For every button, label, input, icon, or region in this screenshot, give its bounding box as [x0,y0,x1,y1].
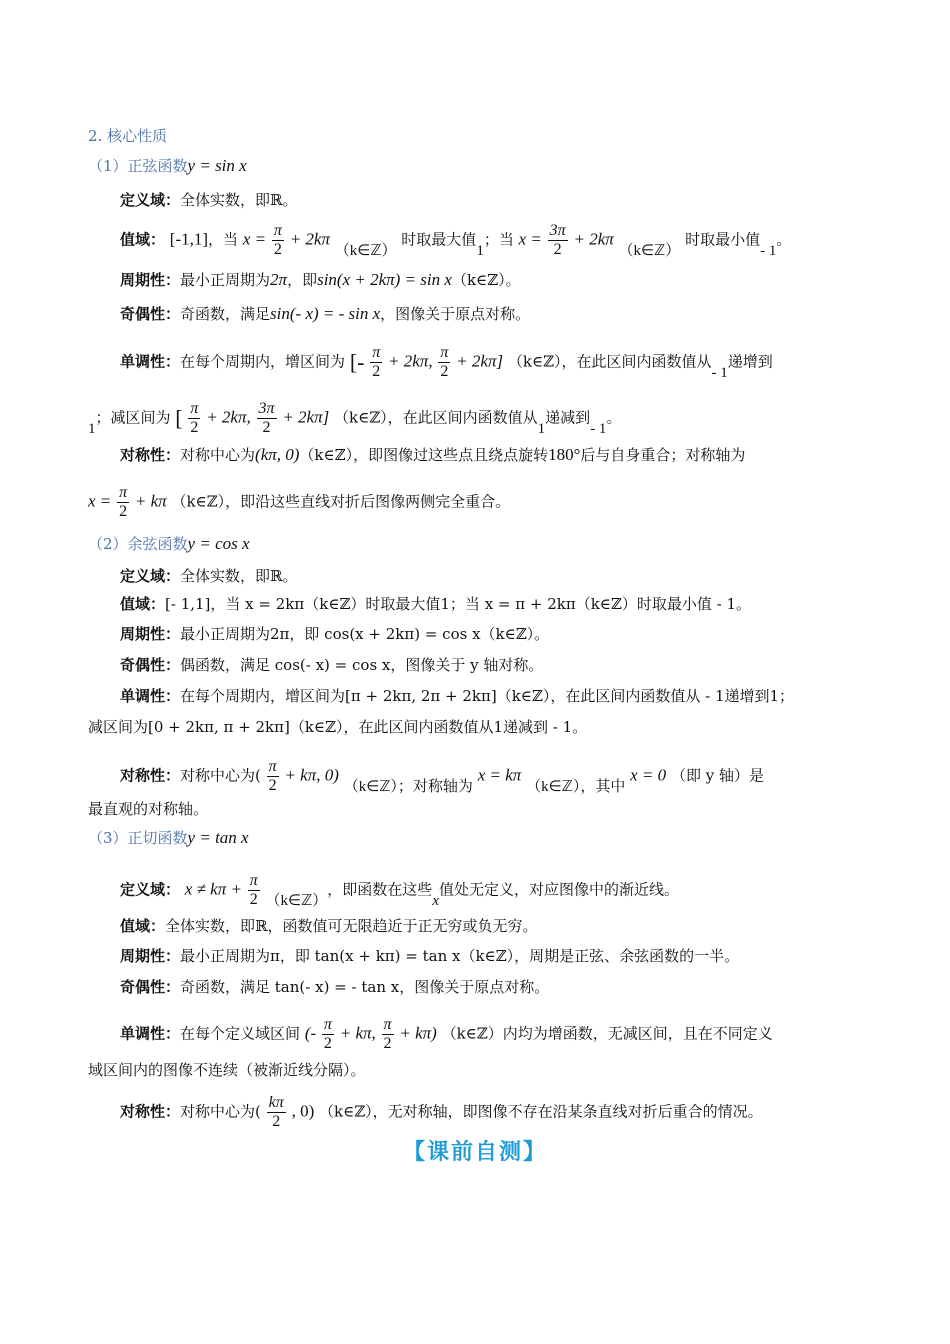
sin-range-2kpi-1: + 2kπ [289,229,330,249]
sin-period-text-2: ，即 [287,271,318,289]
fraction-3pi-over-2 [548,222,568,259]
fraction-pi-over-2 [117,484,129,521]
sin-mono-end: 。 [606,408,622,427]
frac-den: 2 [440,363,449,380]
sin-mono-inc-close: + 2kπ] [456,351,504,371]
sin-range-end: 。 [776,230,792,249]
tan-mono-text-3: 域区间内的图像不连续（被渐近线分隔）。 [88,1061,366,1079]
cos-period-label: 周期性： [120,625,181,643]
sin-range-2kpi-2: + 2kπ [573,229,614,249]
fraction-pi-over-2 [272,222,284,259]
cos-period-text: 最小正周期为2π，即 cos(x + 2kπ) = cos x（k∈ℤ）。 [180,625,550,643]
frac-num: π [273,222,282,239]
sin-period-k: （k∈ℤ）。 [451,271,521,289]
sin-heading [88,154,247,178]
tan-mono-text-1: 在每个定义域区间 [180,1024,301,1043]
sin-range-line [120,222,791,263]
tan-mono-line-2 [88,1058,366,1082]
tan-range-label: 值域： [120,917,166,935]
tan-period-label: 周期性： [120,947,181,965]
fraction-kpi-over-2 [267,1094,286,1131]
fraction-pi-over-2 [438,344,450,381]
tan-parity-text: 奇函数，满足 tan(- x) = - tan x，图像关于原点对称。 [180,978,550,996]
sin-range-min: - 1 [760,242,777,259]
sin-sym-text-1: 对称中心为 [180,446,256,464]
sin-mono-dec-mid: + 2kπ, [206,407,251,427]
tan-mono-open: (- [304,1023,317,1043]
cos-sym-axis: x = kπ [477,765,522,785]
cos-heading [88,532,250,556]
cos-period-line [120,622,549,646]
frac-num: π [383,1016,392,1033]
cos-parity-label: 奇偶性： [120,656,181,674]
tan-mono-line-1 [120,1016,773,1053]
frac-den: 2 [262,419,271,436]
frac-den: 2 [323,1035,332,1052]
sin-range-text-3: ；当 [483,230,514,249]
frac-den: 2 [273,241,282,258]
frac-den: 2 [268,777,277,794]
tan-sym-text-2: （k∈ℤ），无对称轴，即图像不存在沿某条直线对折后重合的情况。 [319,1102,763,1121]
frac-num: 3π [258,400,275,417]
sin-sym-axis-kpi: + kπ [134,491,167,511]
tan-heading [88,826,249,850]
frac-den: 2 [119,503,128,520]
sin-range-label: 值域： [120,230,166,249]
sin-domain-line [120,188,297,212]
cos-range-line [120,592,751,616]
sin-sym-label: 对称性： [120,446,181,464]
sin-period-label: 周期性： [120,271,181,289]
sin-mono-inc-open: [- [349,349,365,375]
fraction-pi-over-2 [322,1016,334,1053]
tan-domain-text-2: 值处无定义，对应图像中的渐近线。 [438,880,679,899]
sin-mono-from-2: 1 [537,420,546,437]
cos-title: （2）余弦函数 [88,535,188,553]
frac-den: 2 [553,241,562,258]
sin-mono-text-5: （k∈ℤ），在此区间内函数值从 [334,408,538,427]
sin-mono-to-2: - 1 [590,420,607,437]
sin-range-max: 1 [476,242,484,259]
frac-num: 3π [549,222,566,239]
cos-sym-text-1: 对称中心为( [180,766,261,785]
tan-period-line [120,944,739,968]
frac-num: π [268,758,277,775]
sin-period-line [120,268,521,292]
tan-domain-label: 定义域： [120,880,181,899]
cos-parity-line [120,653,543,677]
fraction-pi-over-2 [267,758,279,795]
tan-period-text: 最小正周期为π，即 tan(x + kπ) = tan x（k∈ℤ），周期是正弦、余弦函数的一半。 [180,947,740,965]
cos-mono-line-2 [88,715,587,739]
tan-range-line [120,914,537,938]
tan-sym-label: 对称性： [120,1102,181,1121]
tan-mono-label: 单调性： [120,1024,181,1043]
tan-sym-center: , 0) [291,1101,315,1121]
sin-parity-equation: sin(- x) = - sin x [270,304,381,323]
sin-mono-text-4: ；减区间为 [95,408,171,427]
tan-domain-x: x [432,892,439,909]
sin-parity-line [120,302,530,326]
cos-func: y = cos x [187,534,250,553]
fraction-pi-over-2 [370,344,382,381]
sin-func: y = sin x [187,156,247,175]
frac-den: 2 [372,363,381,380]
sin-period-text-1: 最小正周期为 [180,271,271,289]
frac-num: π [249,872,258,889]
tan-domain-text-1: ，即函数在这些 [327,880,433,899]
sin-mono-to-1: 1 [88,420,96,437]
cos-mono-line-1 [120,684,794,708]
cos-range-text: [- 1,1]，当 x = 2kπ（k∈ℤ）时取最大值1；当 x = π + 2kπ（k∈ℤ）时取最小值 - 1。 [165,595,751,613]
tan-func: y = tan x [187,828,249,847]
cos-sym-text-3: （k∈ℤ），其中 [526,778,626,795]
cos-mono-text-2: 减区间为[0 + 2kπ, π + 2kπ]（k∈ℤ），在此区间内函数值从1递减到 - 1。 [88,718,588,736]
tan-mono-mid: + kπ, [339,1023,376,1043]
sin-mono-dec-close: + 2kπ] [282,407,330,427]
frac-den: 2 [383,1035,392,1052]
tan-mono-close: + kπ) [399,1023,437,1043]
sin-mono-from-1: - 1 [711,364,728,381]
sin-mono-dec-open: [ [175,405,183,431]
frac-num: π [119,484,128,501]
cos-range-label: 值域： [120,595,166,613]
frac-den: 2 [272,1113,281,1130]
cos-domain-label: 定义域： [120,567,181,585]
sin-sym-line-2 [88,484,510,521]
sin-mono-text-6: 递减到 [545,408,591,427]
sin-domain-label: 定义域： [120,191,181,209]
fraction-pi-over-2 [188,400,200,437]
cos-mono-label: 单调性： [120,687,181,705]
sin-sym-degree: 180° [548,445,581,464]
sin-range-text-4: 时取最小值 [685,230,761,249]
fraction-pi-over-2 [382,1016,394,1053]
sin-range-x1: x = [242,229,267,249]
sin-range-value: [-1,1] [169,229,209,249]
tan-domain-k: （k∈ℤ） [265,892,328,909]
sin-title: （1）正弦函数 [88,157,188,175]
frac-den: 2 [249,891,258,908]
fraction-3pi-over-2 [257,400,277,437]
frac-num: π [440,344,449,361]
sin-domain-text: 全体实数，即ℝ。 [180,191,298,209]
sin-mono-label: 单调性： [120,352,181,371]
sin-period-equation: sin(x + 2kπ) = sin x [317,270,452,289]
sin-parity-text-1: 奇函数，满足 [180,305,271,323]
sin-sym-center: (kπ, 0) [255,445,300,464]
sin-range-k1: （k∈ℤ） [334,242,397,259]
sin-period-value: 2π [270,270,288,289]
cos-sym-text-5: 最直观的对称轴。 [88,800,209,818]
tan-parity-line [120,975,549,999]
sin-range-k2: （k∈ℤ） [618,242,681,259]
tan-domain-expr: x ≠ kπ + [184,879,242,899]
cos-sym-text-4: （即 y 轴）是 [670,766,764,785]
cos-sym-line-2 [88,797,208,821]
sin-sym-line-1 [120,443,745,467]
sin-sym-text-2: （k∈ℤ），即图像过这些点且绕点旋转 [299,446,549,464]
tan-range-text: 全体实数，即ℝ，函数值可无限趋近于正无穷或负无穷。 [165,917,538,935]
sin-mono-text-3: 递增到 [727,352,773,371]
tan-sym-line [120,1094,763,1131]
sin-range-text-1: ，当 [208,230,239,249]
cos-domain-text: 全体实数，即ℝ。 [180,567,298,585]
cos-sym-label: 对称性： [120,766,181,785]
frac-num: π [372,344,381,361]
section-title: 2. 核心性质 [88,127,168,145]
sin-range-text-2: 时取最大值 [401,230,477,249]
cos-sym-center: + kπ, 0) [284,765,339,785]
sin-mono-text-2: （k∈ℤ），在此区间内函数值从 [507,352,712,371]
sin-range-x2: x = [518,229,542,249]
cos-domain-line [120,564,297,588]
tan-title: （3）正切函数 [88,829,188,847]
tan-sym-text-1: 对称中心为( [180,1102,261,1121]
cos-sym-x0: x = 0 [630,765,667,785]
frac-num: π [323,1016,332,1033]
frac-num: kπ [268,1094,284,1111]
frac-num: π [190,400,199,417]
sin-parity-text-2: ，图像关于原点对称。 [380,305,531,323]
sin-parity-label: 奇偶性： [120,305,181,323]
tan-mono-text-2: （k∈ℤ）内均为增函数，无减区间，且在不同定义 [441,1024,773,1043]
fraction-pi-over-2 [248,872,260,909]
cos-parity-text: 偶函数，满足 cos(- x) = cos x，图像关于 y 轴对称。 [180,656,544,674]
sin-sym-text-3: 后与自身重合；对称轴为 [580,446,746,464]
frac-den: 2 [190,419,199,436]
cos-sym-line-1 [120,758,764,799]
sin-sym-axis-x: x = [88,491,112,511]
sin-mono-inc-mid: + 2kπ, [388,351,433,371]
cos-mono-text-1: 在每个周期内，增区间为[π + 2kπ, 2π + 2kπ]（k∈ℤ），在此区间内函数值从 - 1递增到1； [180,687,795,705]
sin-sym-text-4: （k∈ℤ），即沿这些直线对折后图像两侧完全重合。 [171,492,511,511]
next-section-heading: 【课前自测】 [402,1140,547,1165]
cos-sym-text-2: （k∈ℤ）；对称轴为 [343,778,473,795]
sin-mono-line-2 [88,400,621,441]
sin-mono-text-1: 在每个周期内，增区间为 [180,352,346,371]
tan-domain-line [120,872,679,913]
tan-parity-label: 奇偶性： [120,978,181,996]
sin-mono-line-1 [120,344,773,385]
